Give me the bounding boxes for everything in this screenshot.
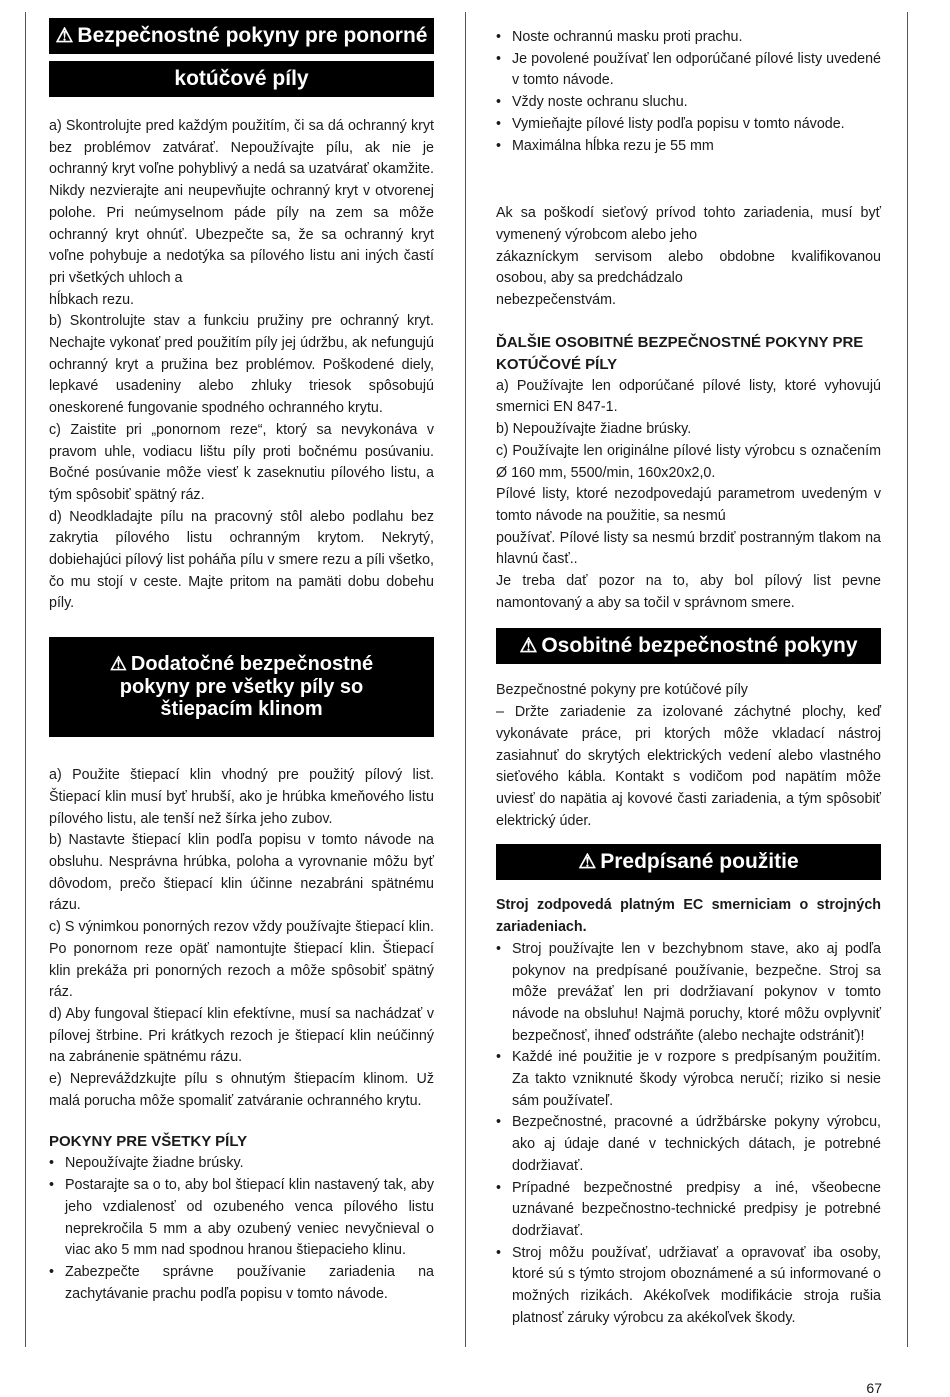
paragraph: zákazníckym servisom alebo obdobne kvalifikovanou osobou, aby sa predchádzalo <box>496 248 881 287</box>
heading-line: Osobitné bezpečnostné pokyny <box>541 634 858 658</box>
list-item: • Je povolené používať len odporúčané pílové listy uvedené v tomto návode. <box>496 49 881 92</box>
warning-triangle-icon: ⚠ <box>55 25 74 47</box>
section-heading-special-safety <box>496 628 881 664</box>
page-number: 67 <box>866 1380 882 1396</box>
paragraph: Pílové listy, ktoré nezodpovedajú parametrom uvedeným v tomto návode na použitie, sa nesmú <box>496 486 881 524</box>
bullet-list <box>496 27 881 157</box>
list-item: • Maximálna hĺbka rezu je 55 mm <box>496 136 881 158</box>
heading-line: pokyny pre všetky píly so <box>119 676 364 699</box>
list-item: • Postarajte sa o to, aby bol štiepací klin nastavený tak, aby jeho vzdialenosť od ozubeného venca pílového listu neprekročila 5 mm a aby ozubený veniec nevyčnieval o viac ako 5 mm nad spodnou hranou štiepacieho klinu. <box>49 1175 434 1262</box>
paragraph: Ak sa poškodí sieťový prívod tohto zariadenia, musí byť vymenený výrobcom alebo jeho <box>496 205 881 243</box>
list-item: • Vymieňajte pílové listy podľa popisu v tomto návode. <box>496 114 881 136</box>
paragraph: c) Zaistite pri „ponornom reze“, ktorý sa nevykonáva v pravom uhle, vodiacu lištu píly proti bočnému posúvaniu. Bočné posúvanie môže viesť k zaseknutiu pílového listu, a tým spôsobiť spätný ráz. <box>49 421 434 503</box>
paragraph: používať. Pílové listy sa nesmú brzdiť postranným tlakom na hlavnú časť.. <box>496 529 881 568</box>
paragraph: d) Neodkladajte pílu na pracovný stôl alebo podlahu bez zakrytia pílového listu ochranným krytom. Nekrytý, dobiehajúci pílový list poháňa pílu v smere rezu a píli všetko, čo mu stojí v ceste. Majte pritom na pamäti dobu dobehu píly. <box>49 508 434 612</box>
list-item: • Prípadné bezpečnostné predpisy a iné, všeobecne uznávané bezpečnostno-technické predpisy je potrebné dodržiavať. <box>496 1178 881 1243</box>
paragraph: c) Používajte len originálne pílové listy výrobcu s označením Ø 160 mm, 5500/min, 160x20x2,0. <box>496 442 881 481</box>
heading-line: štiepacím klinom <box>160 698 323 721</box>
heading-line: Predpísané použitie <box>600 850 799 874</box>
list-item: • Stroj môžu používať, udržiavať a opravovať iba osoby, ktoré sú s týmto strojom oboznámené a sú informované o možných rizikách. Akékoľvek modifikácie stroja rušia platnosť záruky výrobcu za akékoľvek škody. <box>496 1243 881 1330</box>
list-item: • Stroj používajte len v bezchybnom stave, ako aj podľa pokynov na predpísané používanie, bezpečne. Stroj sa môže prevážať len pri dodržiavaní pokynov v tomto návode na obsluhu! Najmä poruchy, ktoré môžu ovplyvniť bezpečnosť, ihneď odstráňte (alebo nechajte odstrániť)! <box>496 939 881 1048</box>
paragraph: – Držte zariadenie za izolované záchytné plochy, keď vykonávate práce, pri ktorých môže vkladací nástroj zasiahnuť do skrytých elektrických vedení alebo vlastného sieťového kábla. Kontakt s vodičom pod napätím môže uviesť do napätia aj kovové časti zariadenia, a tým spôsobiť elektrický úder. <box>496 704 881 829</box>
paragraph: Bezpečnostné pokyny pre kotúčové píly <box>496 682 748 699</box>
left-margin-rule <box>25 12 26 1347</box>
section-heading-intended-use <box>496 844 881 880</box>
paragraph: b) Nastavte štiepací klin podľa popisu v tomto návode na obsluhu. Nesprávna hrúbka, poloha a vyrovnanie môžu byť dôvodom, prečo štiepací klin účinne nezabráni spätnému rázu. <box>49 832 434 914</box>
paragraph: Je treba dať pozor na to, aby bol pílový list pevne namontovaný a aby sa točil v správnom smere. <box>496 573 881 611</box>
paragraph: b) Nepoužívajte žiadne brúsky. <box>496 421 692 438</box>
right-margin-rule <box>907 12 908 1347</box>
paragraph: d) Aby fungoval štiepací klin efektívne, musí sa nachádzať v pílovej štrbine. Pri krátkych rezoch je štiepací klin neúčinný na zabránenie spätnému rázu. <box>49 1005 434 1066</box>
column-divider-rule <box>465 12 466 1347</box>
right-column <box>496 27 881 1329</box>
paragraph: e) Nepreváždzkujte pílu s ohnutým štiepacím klinom. Už malá porucha môže spomaliť zatváranie ochranného krytu. <box>49 1071 434 1109</box>
intended-use-lead: Stroj zodpovedá platným EC smerniciam o strojných zariadeniach. <box>496 897 881 936</box>
section-heading-riving-knife <box>49 637 434 737</box>
list-item: • Vždy noste ochranu sluchu. <box>496 92 881 114</box>
paragraph: hĺbkach rezu. <box>49 291 135 308</box>
list-item: • Nepoužívajte žiadne brúsky. <box>49 1153 434 1175</box>
warning-triangle-icon: ⚠ <box>519 635 538 658</box>
heading-line: Bezpečnostné pokyny pre ponorné <box>77 24 428 47</box>
heading-line: kotúčové píly <box>174 67 309 90</box>
section-heading-plunge-saw <box>49 18 434 97</box>
warning-triangle-icon: ⚠ <box>578 851 597 874</box>
list-item: • Bezpečnostné, pracovné a údržbárske pokyny výrobcu, ako aj údaje dané v technických dátach, je potrebné dodržiavať. <box>496 1112 881 1177</box>
list-item: • Zabezpečte správne používanie zariadenia na zachytávanie prachu podľa popisu v tomto návode. <box>49 1262 434 1305</box>
paragraph: a) Používajte len odporúčané pílové listy, ktoré vyhovujú smernici EN 847-1. <box>496 377 881 416</box>
paragraph: c) S výnimkou ponorných rezov vždy používajte štiepací klin. Po ponornom reze opäť namontujte štiepací klin. Štiepací klin prekáža pri ponorných rezoch a môže spôsobiť spätný ráz. <box>49 919 434 1001</box>
bullet-list <box>496 939 881 1330</box>
left-column <box>49 18 434 1305</box>
paragraph: b) Skontrolujte stav a funkciu pružiny pre ochranný kryt. Nechajte vykonať pred použitím píly jej údržbu, ak nefungujú ochranný kryt a pružina bez problémov. Poškodené diely, lepkavé usadeniny alebo zhluky triesok spôsobujú oneskorené fungovanie spodného ochranného krytu. <box>49 313 434 417</box>
paragraph: nebezpečenstvám. <box>496 292 617 309</box>
list-item: • Každé iné použitie je v rozpore s predpísaným použitím. Za takto vzniknuté škody výrobca neručí; riziko si nesie sám používateľ. <box>496 1047 881 1112</box>
paragraph: a) Použite štiepací klin vhodný pre použitý pílový list. Štiepací klin musí byť hrubší, ako je hrúbka kmeňového listu pílového listu, ale tenší než šírka jeho zubov. <box>49 767 434 827</box>
warning-triangle-icon: ⚠ <box>109 654 127 676</box>
subheading-all-saws: POKYNY PRE VŠETKY PÍLY <box>49 1133 248 1151</box>
heading-line: Dodatočné bezpečnostné <box>130 653 374 676</box>
paragraph: a) Skontrolujte pred každým použitím, či sa dá ochranný kryt bez problémov zatvárať. Nepoužívajte pílu, ak nie je ochranný kryt voľne pohyblivý a nedá sa uzatvárať okamžite. Nikdy nezvierajte ani neupevňujte ochranný kryt v otvorenej polohe. Pri neúmyselnom páde píly na zem sa môže ochranný kryt ohnúť. Ubezpečte sa, že sa ochranný kryt voľne pohybuje a nedotýka sa pílového listu ani iných častí pri všetkých uhloch a <box>49 118 434 286</box>
list-item: • Noste ochrannú masku proti prachu. <box>496 27 881 49</box>
subheading-extra-safety: ĎALŠIE OSOBITNÉ BEZPEČNOSTNÉ POKYNY PRE KOTÚČOVÉ PÍLY <box>496 333 864 373</box>
bullet-list <box>49 1153 434 1305</box>
